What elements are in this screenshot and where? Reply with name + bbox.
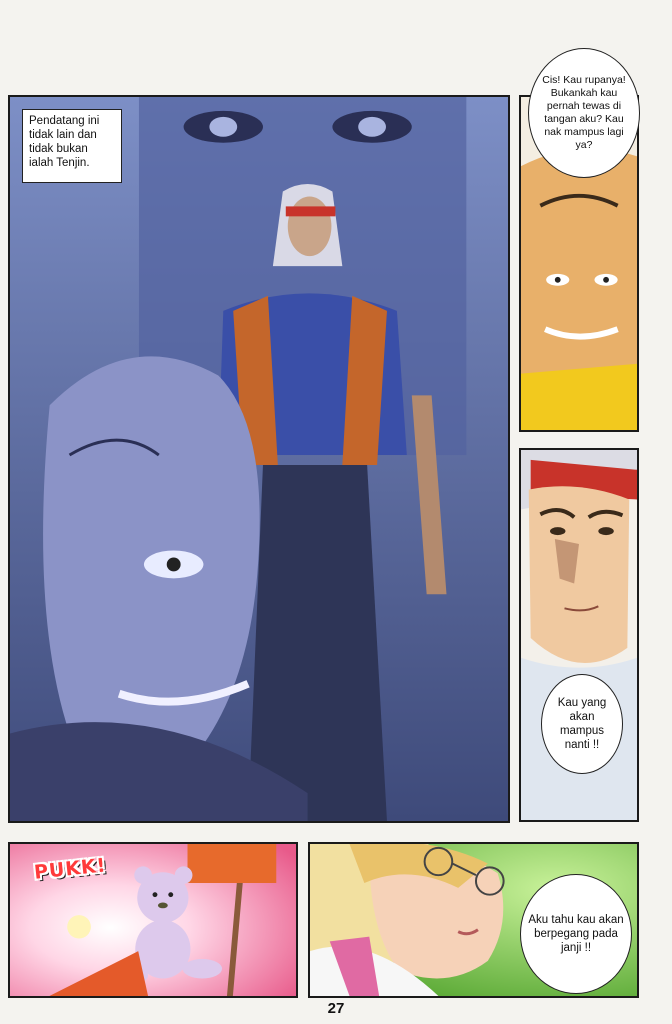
panel-main <box>8 95 510 823</box>
speech-bubble-hero: Kau yang akan mampus nanti !! <box>541 674 623 774</box>
main-panel-art <box>10 97 508 821</box>
panel-hero-closeup <box>519 448 639 822</box>
panel-girl <box>308 842 639 998</box>
narration-caption: Pendatang ini tidak lain dan tidak bukan ialah Tenjin. <box>22 109 122 183</box>
speech-bubble-villain: Cis! Kau rupanya! Bukankah kau pernah tewas di tangan aku? Kau nak mampus lagi ya? <box>528 48 640 178</box>
panel-teddy-bear <box>8 842 298 998</box>
speech-bubble-girl: Aku tahu kau akan berpegang pada janji !! <box>520 874 632 994</box>
page-number: 27 <box>327 1000 345 1017</box>
sound-effect: PUKK! <box>33 854 108 884</box>
